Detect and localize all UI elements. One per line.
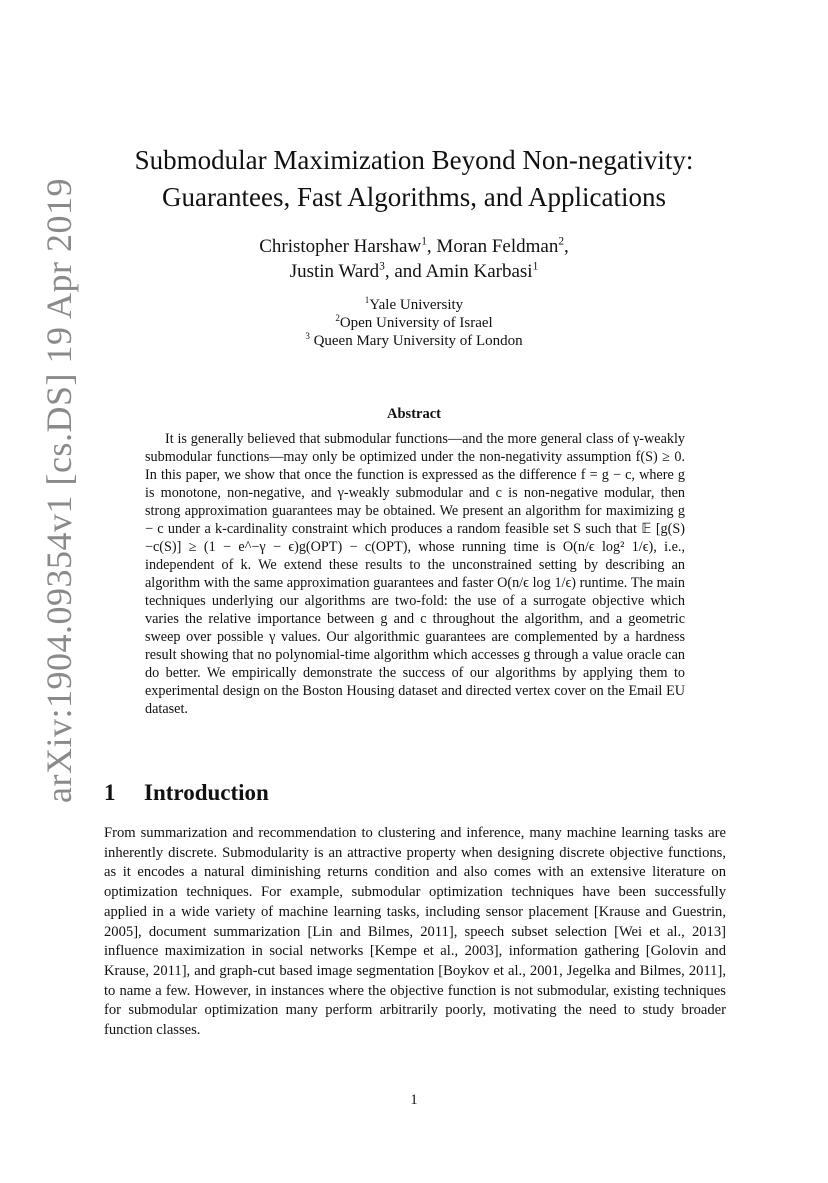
- introduction-paragraph: From summarization and recommendation to clustering and inference, many machine learning tasks are inherently discrete. Submodularity is an attractive property when designing discrete objective functions, as it encodes a natural diminishing returns condition and also comes with an extensive literature on optimization techniques. For example, submodular optimization techniques have been successfully applied in a wide variety of machine learning tasks, including sensor placement [Krause and Guestrin, 2005], document summarization [Lin and Bilmes, 2011], speech subset selection [Wei et al., 2013] influence maximization in social networks [Kempe et al., 2003], information gathering [Golovin and Krause, 2011], and graph-cut based image segmentation [Boykov et al., 2001, Jegelka and Bilmes, 2011], to name a few. However, in instances where the objective function is not submodular, existing techniques for submodular optimization many perform arbitrarily poorly, motivating the need to study broader function classes.: [104, 825, 726, 1039]
- author-separator: ,: [426, 236, 437, 257]
- affiliation-mark: 2: [335, 313, 340, 323]
- author-name: Christopher Harshaw: [259, 236, 422, 257]
- affiliation-mark: 1: [364, 295, 370, 305]
- author-line-2: [100, 259, 728, 284]
- author-name: Moran Feldman: [436, 236, 559, 257]
- affiliation-mark: 1: [532, 260, 539, 273]
- affiliation-item: [100, 314, 728, 332]
- affiliation-name: Open University of Israel: [339, 315, 493, 331]
- author-list: [100, 234, 728, 284]
- author-name: Justin Ward: [289, 261, 380, 282]
- abstract-body: It is generally believed that submodular functions—and the more general class of γ-weakly submodular functions—may only be optimized under the non-negativity assumption f(S) ≥ 0. In this paper, we show that once the function is expressed as the difference f = g − c, where g is monotone, non-negative, and γ-weakly submodular and c is non-negative modular, then strong approximation guarantees may be obtained. We present an algorithm for maximizing g − c under a k-cardinality constraint which produces a random feasible set S such that 𝔼 [g(S)−c(S)] ≥ (1 − e^−γ − ϵ)g(OPT) − c(OPT), whose running time is O(n/ϵ log² 1/ϵ), i.e., independent of k. We extend these results to the unconstrained setting by describing an algorithm with the same approximation guarantees and faster O(n/ϵ log 1/ϵ) runtime. The main techniques underlying our algorithms are two-fold: the use of a surrogate objective which varies the relative importance between g and c throughout the algorithm, and a geometric sweep over possible γ values. Our algorithmic guarantees are complemented by a hardness result showing that no polynomial-time algorithm which accesses g through a value oracle can do better. We empirically demonstrate the success of our algorithms by applying them to experimental design on the Boston Housing dataset and directed vertex cover on the Email EU dataset.: [145, 431, 685, 717]
- affiliation-name: Queen Mary University of London: [309, 333, 523, 349]
- affiliation-list: [100, 296, 728, 350]
- section-number: 1: [104, 780, 116, 805]
- affiliation-item: [100, 332, 728, 350]
- author-separator: ,: [564, 236, 569, 257]
- affiliation-mark: 3: [305, 331, 310, 341]
- author-name: Amin Karbasi: [425, 261, 533, 282]
- affiliation-mark: 1: [421, 235, 427, 248]
- section-heading: [104, 780, 269, 806]
- affiliation-mark: 3: [379, 260, 385, 273]
- author-separator: , and: [384, 261, 426, 282]
- affiliation-name: Yale University: [369, 297, 464, 313]
- paper-title-line-1: Submodular Maximization Beyond Non-negativity:: [134, 145, 694, 175]
- section-title: Introduction: [144, 780, 269, 805]
- author-line-1: [100, 234, 728, 259]
- paper-title-line-2: Guarantees, Fast Algorithms, and Applications: [162, 182, 666, 212]
- arxiv-identifier-stamp: arXiv:1904.09354v1 [cs.DS] 19 Apr 2019: [39, 178, 79, 803]
- affiliation-item: [100, 296, 728, 314]
- affiliation-mark: 2: [558, 235, 565, 248]
- abstract-heading: Abstract: [387, 406, 441, 422]
- page-number: 1: [410, 1092, 418, 1108]
- paper-title: [100, 142, 728, 216]
